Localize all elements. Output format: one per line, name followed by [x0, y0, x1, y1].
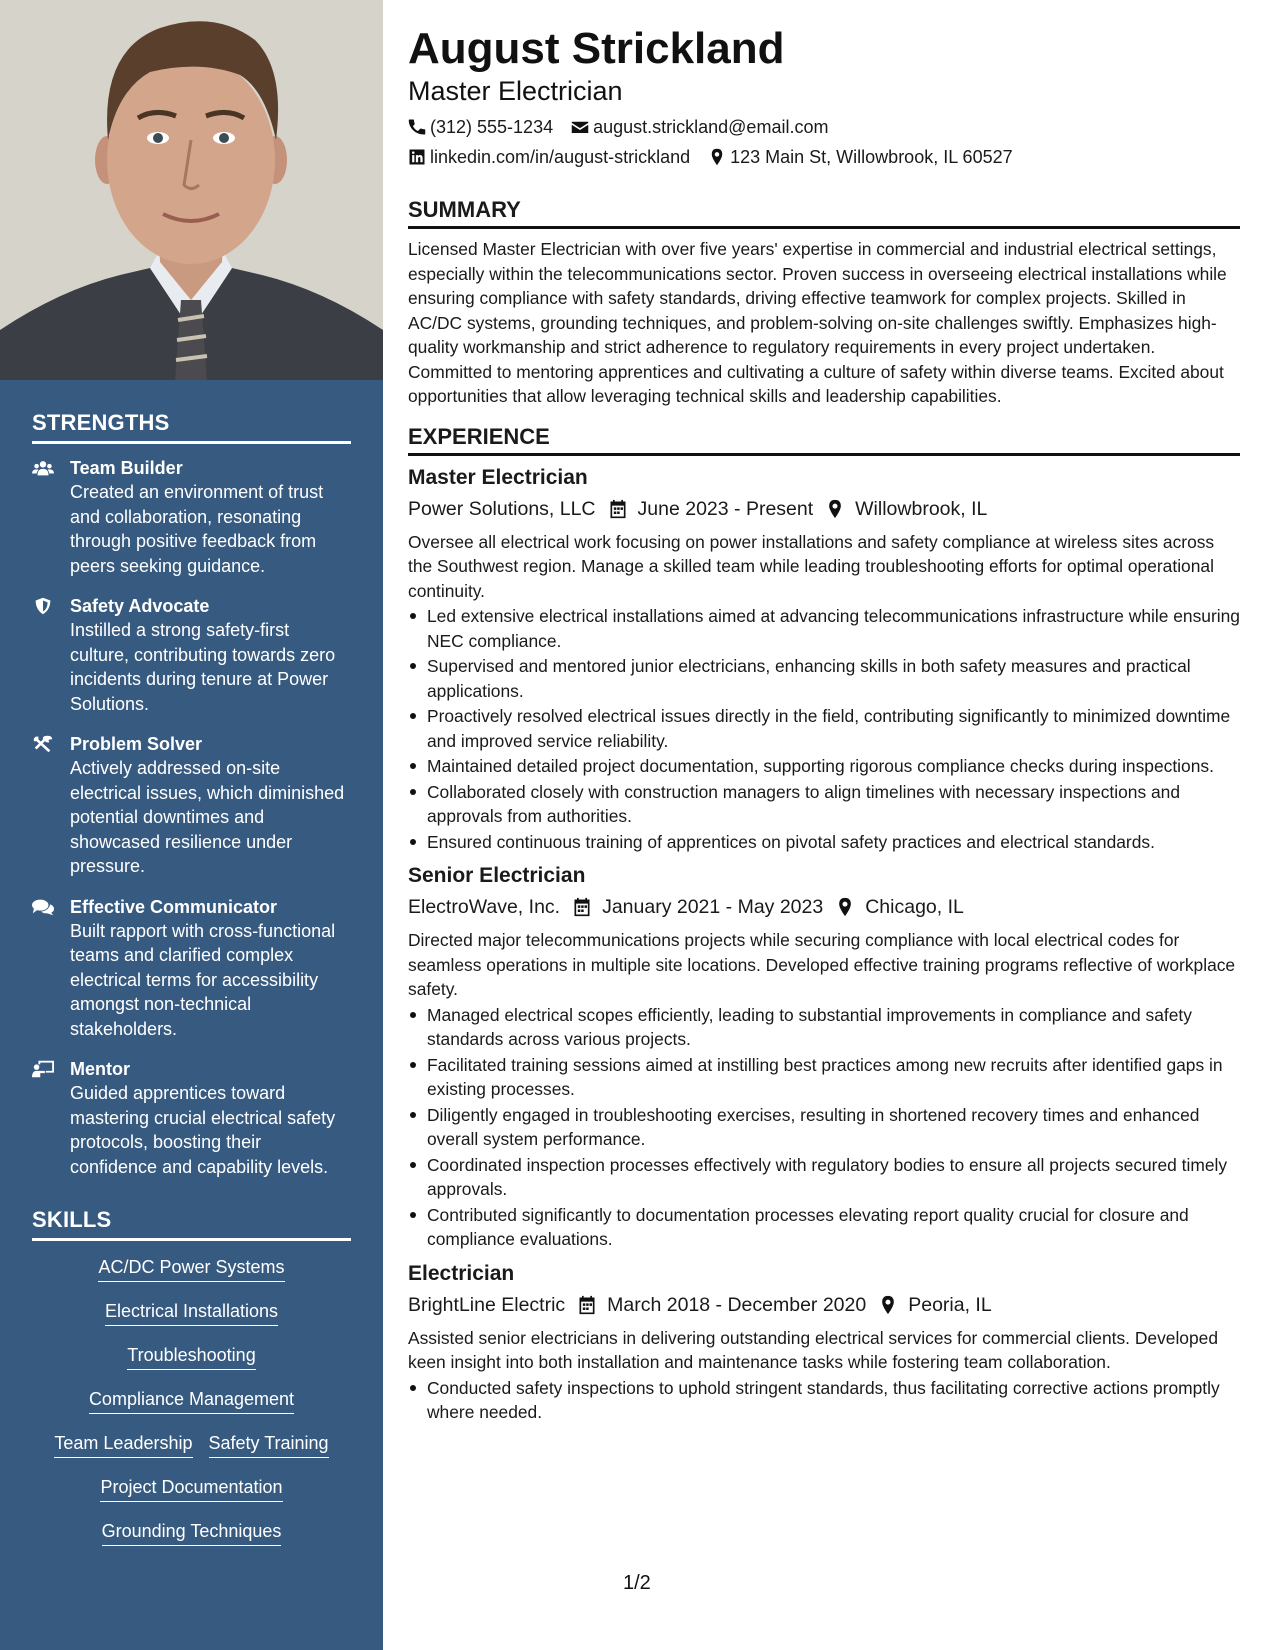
calendar-icon	[577, 1295, 597, 1315]
map-marker-icon	[878, 1295, 898, 1315]
skill-tag: Troubleshooting	[127, 1343, 255, 1370]
map-marker-icon	[708, 148, 726, 166]
list-item: Diligently engaged in troubleshooting exercises, resulting in shortened recovery times and enhanced overall system performance.	[408, 1103, 1240, 1152]
strength-title: Mentor	[70, 1059, 130, 1079]
job-dates: March 2018 - December 2020	[607, 1293, 867, 1316]
skills-list	[32, 1255, 351, 1546]
list-item: Led extensive electrical installations aimed at advancing telecommunications infrastructure while ensuring NEC compliance.	[408, 604, 1240, 653]
list-item: Conducted safety inspections to uphold stringent standards, thus facilitating corrective actions promptly where needed.	[408, 1376, 1240, 1425]
job-location: Peoria, IL	[908, 1293, 992, 1316]
experience-heading: EXPERIENCE	[408, 423, 1240, 456]
candidate-name: August Strickland	[408, 24, 785, 73]
list-item: Coordinated inspection processes effectively with regulatory bodies to ensure all projects secured timely approvals.	[408, 1153, 1240, 1202]
job-meta	[408, 495, 1240, 523]
skill-tag: Safety Training	[209, 1431, 329, 1458]
map-marker-icon	[835, 897, 855, 917]
skill-tag: Project Documentation	[100, 1475, 282, 1502]
job-bullets	[408, 1376, 1240, 1425]
strength-description: Actively addressed on-site electrical issues, which diminished potential downtimes and showcased resilience under pressure.	[70, 758, 345, 876]
skill-tag: Team Leadership	[54, 1431, 192, 1458]
strength-title: Safety Advocate	[70, 596, 210, 616]
page-number: 1/2	[623, 1572, 651, 1594]
skill-tag: AC/DC Power Systems	[98, 1255, 284, 1282]
strength-title: Effective Communicator	[70, 896, 278, 917]
linkedin-contact[interactable]	[408, 146, 690, 168]
job-location: Willowbrook, IL	[855, 497, 988, 520]
job-title: Electrician	[408, 1261, 515, 1285]
candidate-role: Master Electrician	[408, 76, 623, 106]
job-dates: January 2021 - May 2023	[602, 896, 824, 918]
list-item: Facilitated training sessions aimed at instilling best practices among new recruits after identified gaps in existing processes.	[408, 1053, 1240, 1102]
address-text: 123 Main St, Willowbrook, IL 60527	[730, 147, 1013, 167]
strength-description: Created an environment of trust and collaboration, resonating through positive feedback from peers seeking guidance.	[70, 482, 324, 576]
calendar-icon	[572, 897, 592, 917]
job-location: Chicago, IL	[865, 896, 964, 918]
list-item: Contributed significantly to documentation processes elevating report quality crucial for closure and compliance evaluations.	[408, 1203, 1240, 1252]
phone-text: (312) 555-1234	[430, 117, 554, 137]
portrait-photo	[0, 0, 383, 380]
phone-contact[interactable]	[408, 116, 553, 138]
contact-row	[408, 146, 1240, 168]
job-entry	[408, 862, 1240, 1252]
chalkboard-teacher-icon	[32, 1057, 70, 1179]
list-item: Collaborated closely with construction managers to align timelines with necessary inspections and approvals from authorities.	[408, 780, 1240, 829]
strengths-heading: STRENGTHS	[32, 410, 351, 444]
strength-title: Problem Solver	[70, 734, 203, 754]
sidebar	[0, 0, 383, 1650]
strength-description: Instilled a strong safety-first culture, contributing towards zero incidents during tenure at Power Solutions.	[70, 620, 336, 714]
strength-item	[32, 1057, 351, 1179]
address-contact	[708, 146, 1012, 168]
strength-item	[32, 732, 351, 879]
users-icon	[32, 456, 70, 578]
summary-heading: SUMMARY	[408, 196, 1240, 229]
skill-tag: Grounding Techniques	[102, 1519, 282, 1546]
strength-title: Team Builder	[70, 458, 183, 478]
company-name: BrightLine Electric	[408, 1293, 566, 1316]
skill-tag: Compliance Management	[89, 1387, 294, 1414]
job-entry	[408, 1260, 1240, 1425]
list-item: Supervised and mentored junior electricians, enhancing skills in both safety measures and practical applications.	[408, 654, 1240, 703]
job-bullets	[408, 1003, 1240, 1252]
calendar-icon	[608, 499, 628, 519]
job-meta	[408, 893, 1240, 921]
job-dates: June 2023 - Present	[637, 497, 814, 520]
job-description: Assisted senior electricians in delivering outstanding electrical services for commercial clients. Developed keen insight into both installation and maintenance tasks while fostering team collaboration.	[408, 1327, 1218, 1372]
list-item: Ensured continuous training of apprentices on pivotal safety practices and electrical standards.	[408, 830, 1240, 855]
strength-item	[32, 594, 351, 716]
job-title: Master Electrician	[408, 465, 588, 489]
job-meta	[408, 1291, 1240, 1319]
skills-heading: SKILLS	[32, 1207, 351, 1241]
linkedin-text: linkedin.com/in/august-strickland	[430, 147, 691, 167]
phone-icon	[408, 118, 426, 136]
map-marker-icon	[825, 499, 845, 519]
strength-description: Built rapport with cross-functional teams and clarified complex electrical terms for accessibility amongst non-technical stakeholders.	[70, 920, 336, 1039]
list-item: Managed electrical scopes efficiently, leading to substantial improvements in compliance and safety standards across various projects.	[408, 1003, 1240, 1052]
company-name: Power Solutions, LLC	[408, 497, 596, 520]
summary-text: Licensed Master Electrician with over five years' expertise in commercial and industrial electrical settings, especially within the telecommunications sector. Proven success in overseeing electrical installations while ensuring compliance with safety standards, driving effective teamwork for complex projects. Skilled in AC/DC systems, grounding techniques, and problem-solving on-site challenges swiftly. Emphasizes high-quality workmanship and strict adherence to regulatory requirements in every project undertaken. Committed to mentoring apprentices and cultivating a culture of safety within diverse teams. Excited about opportunities that allow leveraging technical skills and leadership capabilities.	[408, 239, 1227, 406]
job-description: Directed major telecommunications projects while securing compliance with local electrical codes for seamless operations in multiple site locations. Developed effective training programs reflective of workplace safety.	[408, 930, 1236, 999]
job-title: Senior Electrician	[408, 864, 586, 887]
shield-icon	[32, 594, 70, 716]
strength-item	[32, 895, 351, 1042]
tools-icon	[32, 732, 70, 879]
envelope-icon	[571, 118, 589, 136]
email-text: august.strickland@email.com	[593, 117, 829, 137]
strength-description: Guided apprentices toward mastering crucial electrical safety protocols, boosting their confidence and capability levels.	[70, 1083, 336, 1177]
job-entry	[408, 464, 1240, 855]
linkedin-icon	[408, 148, 426, 166]
main-content	[408, 24, 1240, 1425]
list-item: Maintained detailed project documentation, supporting rigorous compliance checks during inspections.	[408, 754, 1240, 779]
comments-icon	[32, 895, 70, 1042]
job-bullets	[408, 604, 1240, 854]
company-name: ElectroWave, Inc.	[408, 896, 561, 918]
contact-row	[408, 116, 1240, 138]
profile-photo	[0, 0, 383, 380]
job-description: Oversee all electrical work focusing on power installations and safety compliance at wireless sites across the Southwest region. Manage a skilled team while leading troubleshooting efforts for optimal operational continuity.	[408, 531, 1215, 601]
list-item: Proactively resolved electrical issues directly in the field, contributing significantly to minimized downtime and improved service reliability.	[408, 704, 1240, 753]
skill-tag: Electrical Installations	[105, 1299, 278, 1326]
strength-item	[32, 456, 351, 578]
email-contact[interactable]	[571, 116, 828, 138]
